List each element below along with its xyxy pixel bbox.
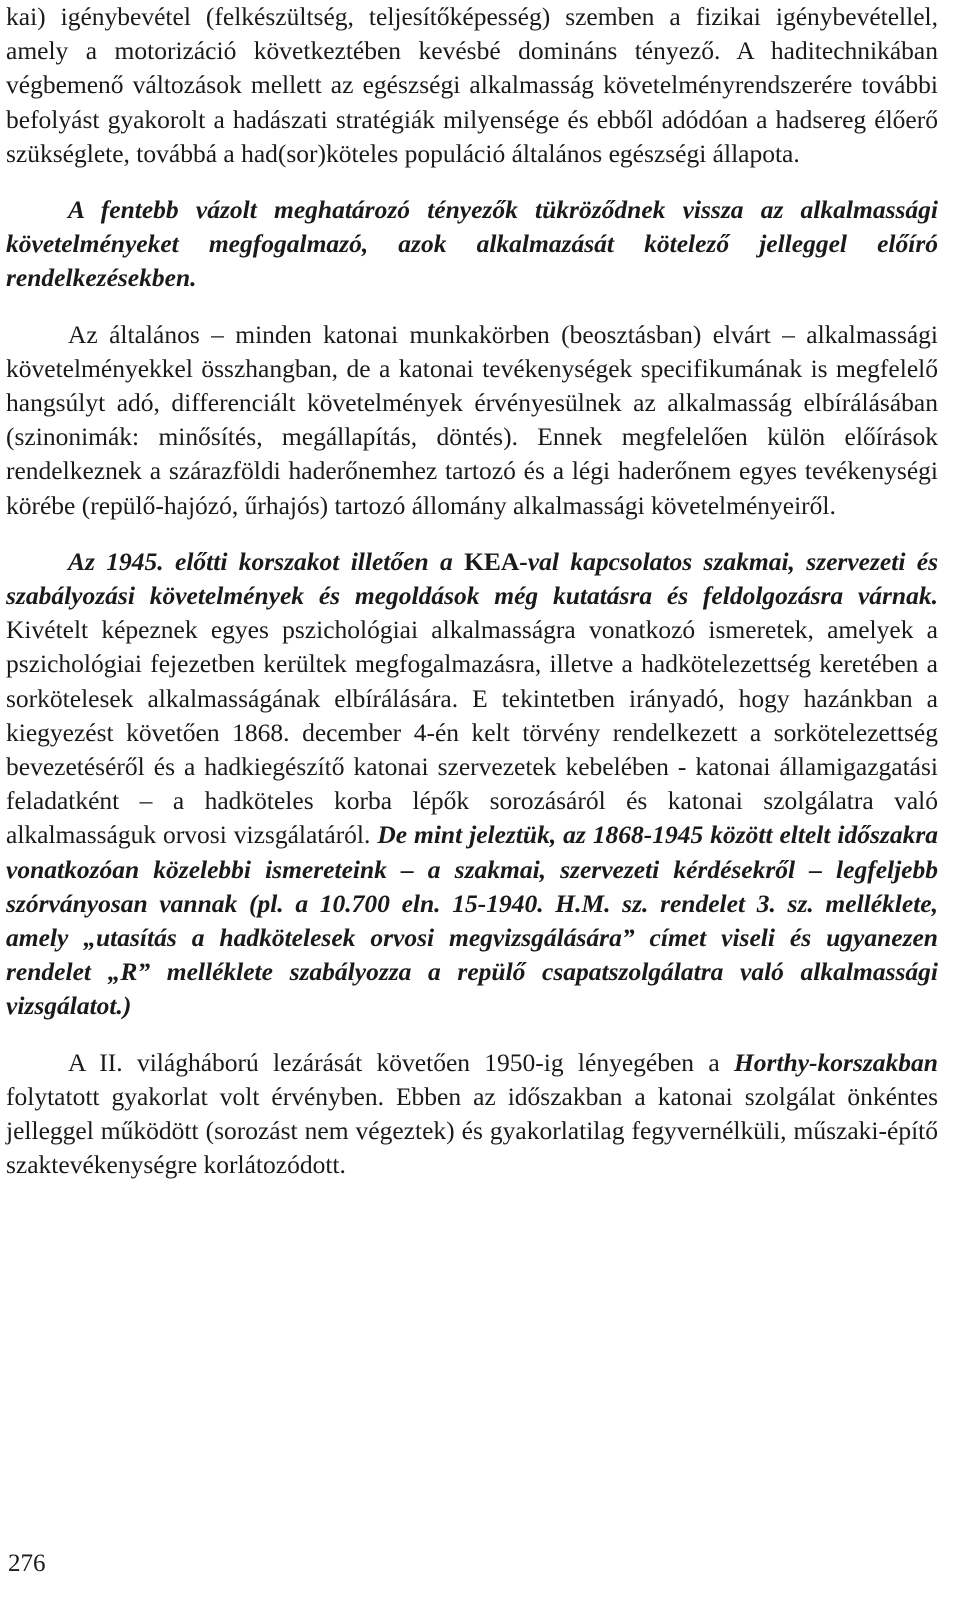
paragraph-2-emphasis: A fentebb vázolt meghatározó tényezők tükröződnek vissza az alkalmassági követelményeket megfogalmazó, azok alkalmazását kötelező jelleggel előíró rendelkezésekben.	[6, 195, 938, 293]
paragraph-1: kai) igénybevétel (felkészültség, teljesítőképesség) szemben a fizikai igénybevétellel, amely a motorizáció következtében kevésbé domináns tényező. A haditechnikában végbemenő változások mellett az egészségi alkalmasság követelményrendszerére további befolyást gyakorolt a hadászati stratégiák milyensége és ebből adódóan a hadsereg élőerő szükséglete, továbbá a had(sor)köteles populáció általános egészségi állapota.	[6, 2, 938, 168]
p4-emphasis-3: De mint jeleztük, az 1868-1945 között eltelt időszakra vonatkozóan közelebbi ismereteink – a szakmai, szervezeti kérdésekről – legfeljebb szórványosan vannak (pl. a 10.700 eln. 15-1940. H.M. sz. rendelet 3. sz. melléklete, amely „utasítás a hadkötelesek orvosi megvizsgálására” címet viseli és ugyanezen rendelet „R” melléklete szabályozza a repülő csapatszolgálatra való alkalmassági vizsgálatot.)	[6, 820, 938, 1021]
document-page	[6, 0, 938, 1183]
p4-body-text: Kivételt képeznek egyes pszichológiai alkalmasságra vonatkozó ismeretek, amelyek a pszichológiai fejezetben kerültek megfogalmazásra, illetve a hadkötelezettség keretében a sorkötelesek alkalmasságának elbírálására. E tekintetben irányadó, hogy hazánkban a kiegyezést követően 1868. december 4-én kelt törvény rendelkezett a sorkötelezettség bevezetéséről és a hadkiegészítő katonai szervezetek kebelében - katonai államigazgatási feladatként – a hadköteles korba lépők sorozásáról és katonai szolgálatra való alkalmasságuk orvosi vizsgálatáról.	[6, 615, 938, 850]
page-number: 276	[8, 1550, 46, 1577]
paragraph-3: Az általános – minden katonai munkakörben (beosztásban) elvárt – alkalmassági követelményekkel összhangban, de a katonai tevékenységek specifikumának is megfelelő hangsúlyt adó, differenciált követelmények érvényesülnek az alkalmasság elbírálásában (szinonimák: minősítés, megállapítás, döntés). Ennek megfelelően külön előírások rendelkeznek a szárazföldi haderőnemhez tartozó és a légi haderőnem egyes tevékenységi körébe (repülő-hajózó, űrhajós) tartozó állomány alkalmassági követelményeiről.	[6, 319, 938, 520]
p4-emphasis-1: Az 1945. előtti korszakot illetően a	[68, 546, 465, 576]
p5-body-text-1: A II. világháború lezárását követően 1950-ig lényegében a	[68, 1047, 734, 1077]
p5-emphasis-horthy: Horthy-korszakban	[733, 1047, 938, 1077]
spacer	[6, 171, 938, 193]
paragraph-5	[6, 1046, 938, 1183]
p4-kea-term: KEA	[464, 546, 520, 576]
p5-body-text-2: folytatott gyakorlat volt érvényben. Ebben az időszakban a katonai szolgálat önkéntes jelleggel működött (sorozást nem végeztek) és gyakorlatilag fegyvernélküli, műszaki-építő szaktevékenységre korlátozódott.	[6, 1081, 938, 1180]
paragraph-4	[6, 545, 938, 1024]
spacer	[6, 523, 938, 545]
spacer	[6, 1024, 938, 1046]
p4-emphasis-2: -val kapcsolatos szakmai, szervezeti és szabályozási követelmények és megoldások még kutatásra és feldolgozásra várnak.	[6, 546, 938, 611]
spacer	[6, 296, 938, 318]
